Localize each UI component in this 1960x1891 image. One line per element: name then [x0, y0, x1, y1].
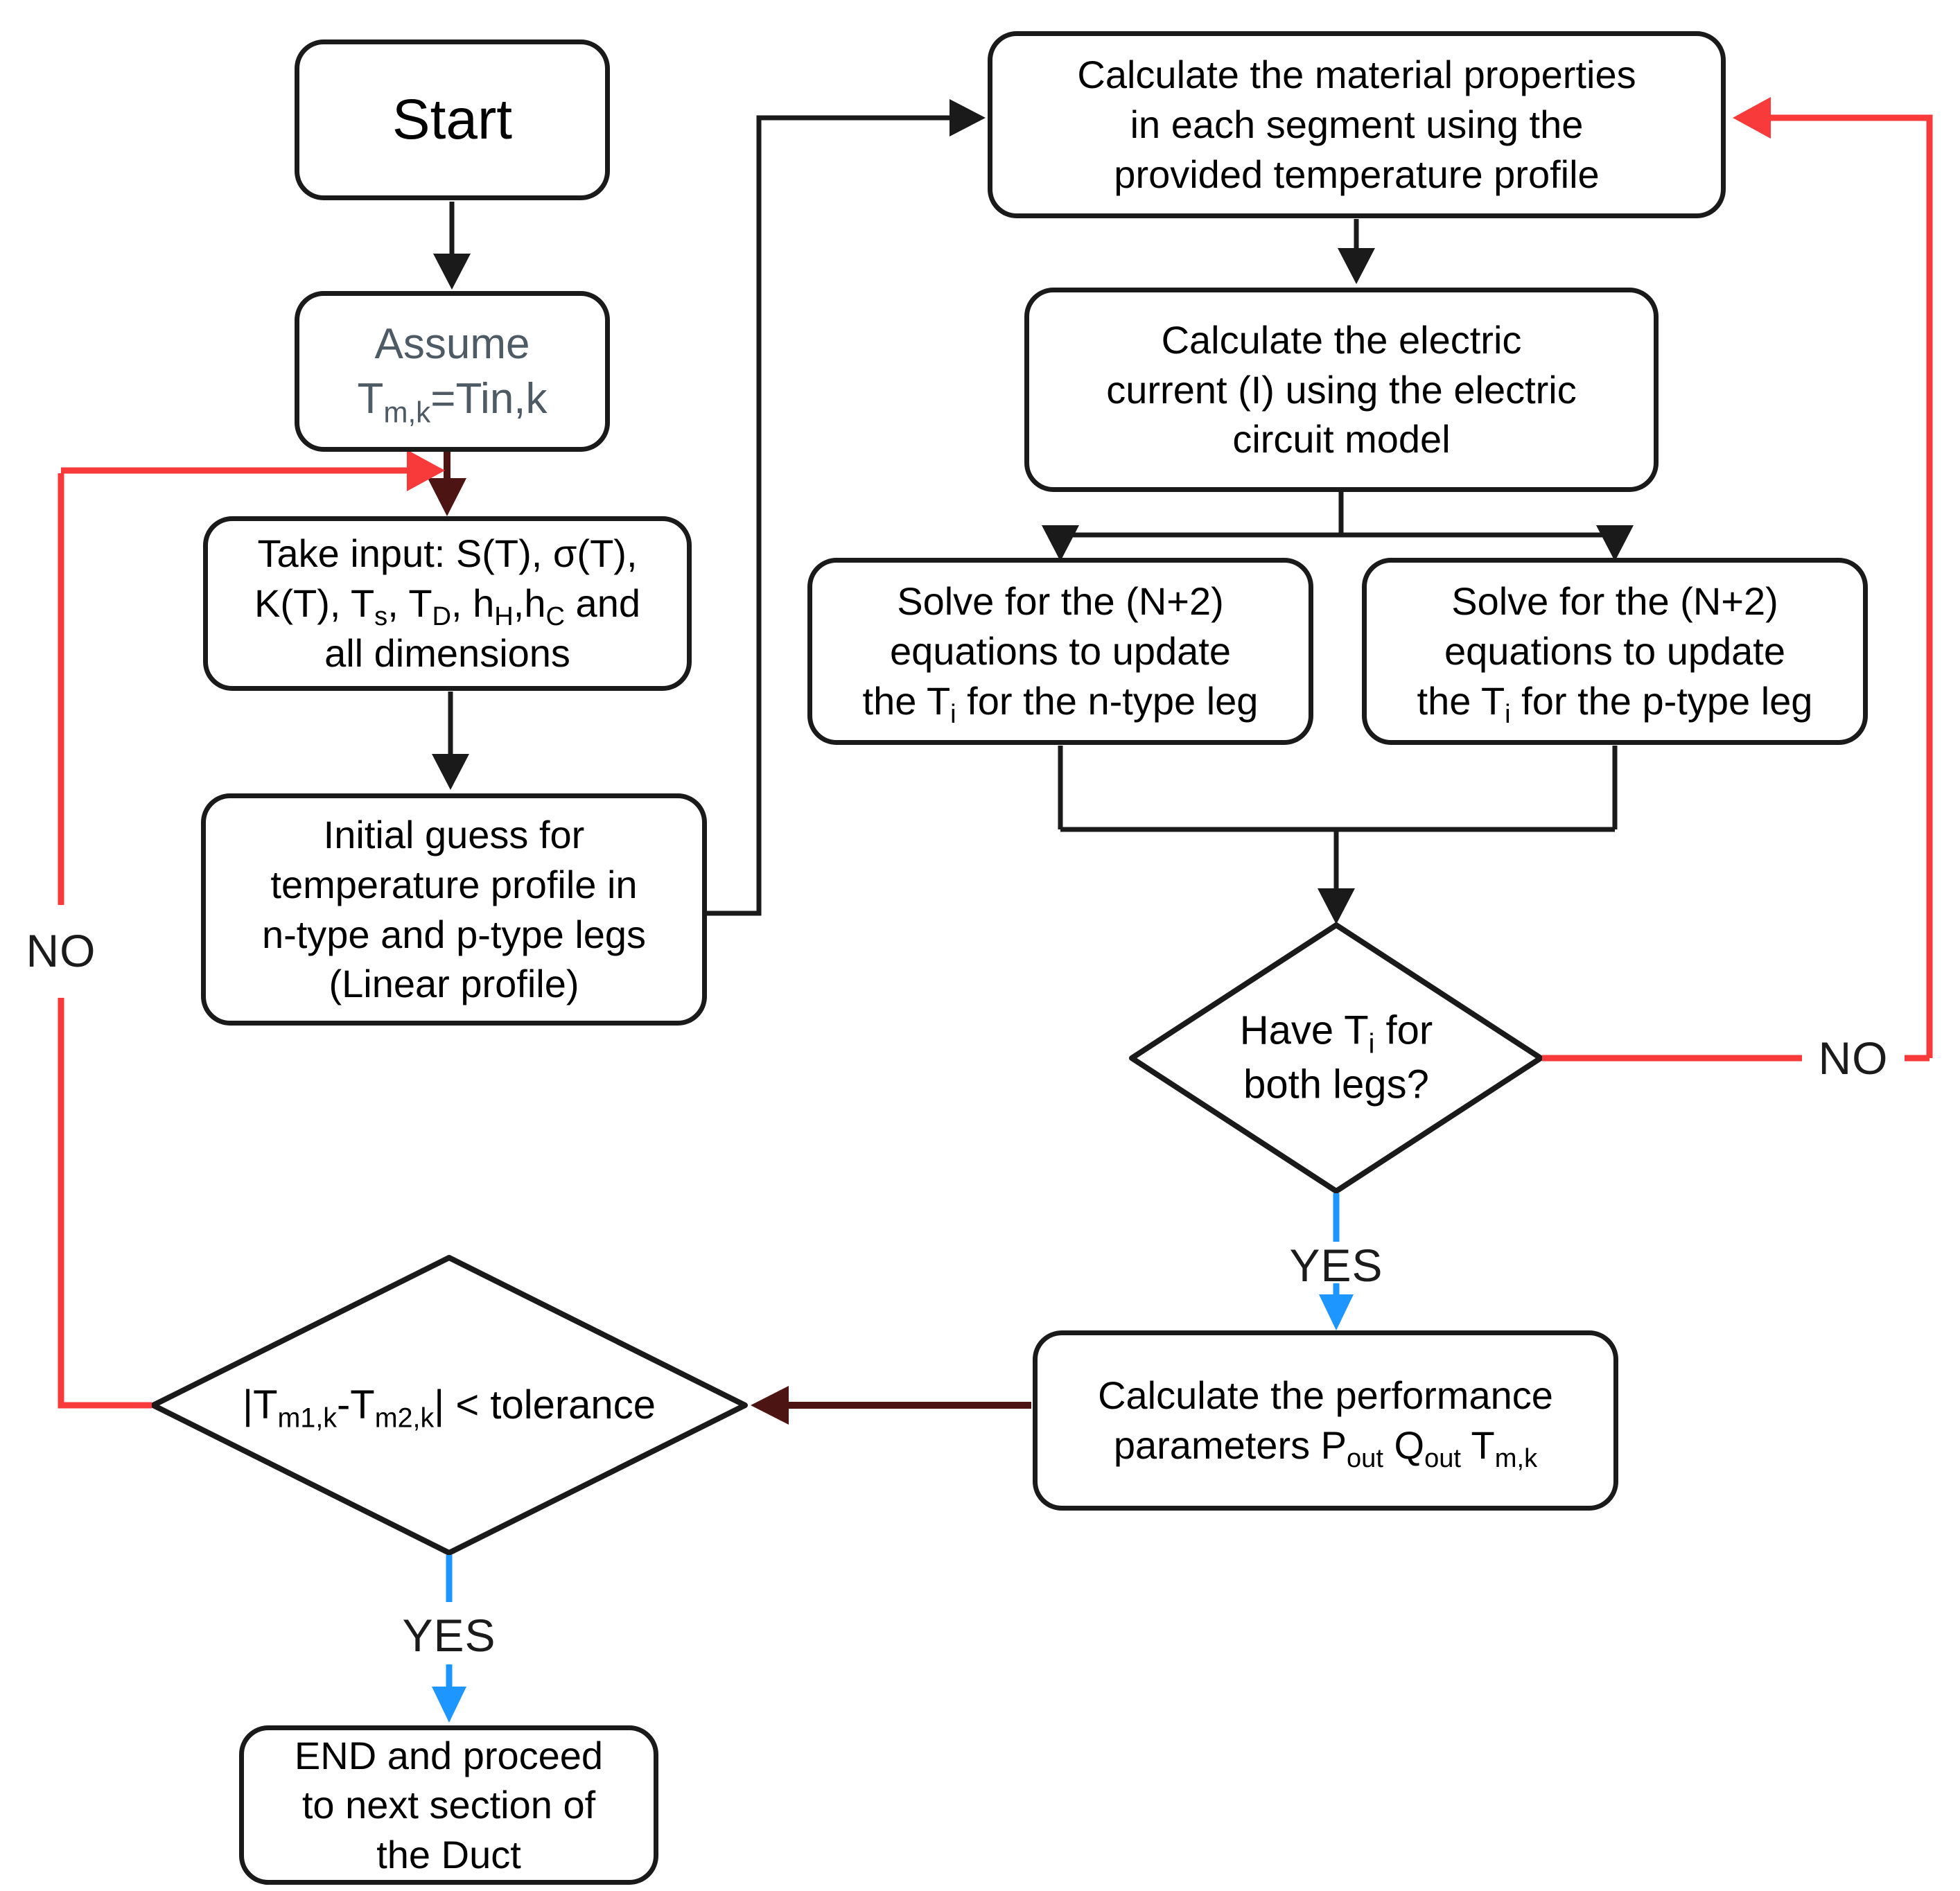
yes-label-left: YES — [402, 1610, 496, 1661]
assume-node-label: Assume $T_{m,k}=Tin,k$ — [357, 319, 548, 429]
edge-start-to-assume — [433, 202, 471, 290]
material-properties-node-label: Calculate the material properties in each segment using the provided temperature profile — [1077, 53, 1636, 196]
end-node-label: END and proceed to next section of the Duct — [294, 1733, 604, 1876]
solve-p-type-node — [1362, 558, 1868, 745]
start-node — [295, 39, 610, 200]
material-properties-node — [988, 31, 1726, 218]
assume-node — [295, 291, 610, 452]
yes-label-right: YES — [1289, 1240, 1383, 1291]
tolerance-diamond-label: $|T_{m1,k}-T_{m2,k}|$ < tolerance — [243, 1382, 656, 1434]
end-node — [239, 1725, 658, 1885]
edge-initialguess-to-material — [707, 99, 986, 913]
no-label-left: NO — [26, 925, 96, 976]
no-label-right: NO — [1818, 1032, 1889, 1084]
edge-assume-to-takeinput — [428, 452, 466, 516]
edge-solvers-merge-to-haveti — [1060, 746, 1615, 924]
initial-guess-node — [201, 793, 707, 1026]
solve-n-type-node — [807, 558, 1313, 745]
electric-current-node — [1024, 288, 1659, 492]
performance-node-label: Calculate the performance parameters $P_{out}$ $Q_{out}$ $T_{m,k}$ — [1098, 1373, 1553, 1474]
solve-n-type-node-label: Solve for the (N+2) equations to update the $T_i$ for the n-type leg — [862, 579, 1259, 730]
edge-takeinput-to-initialguess — [432, 692, 469, 790]
edge-electric-split-to-solvers — [1042, 491, 1634, 561]
start-node-label: Start — [392, 87, 513, 151]
edge-performance-to-tolerance — [751, 1386, 1031, 1425]
performance-node — [1033, 1330, 1618, 1511]
take-input-node — [203, 516, 692, 691]
have-ti-diamond-label: Have $T_i$ for both legs? — [1239, 1008, 1433, 1107]
electric-current-node-label: Calculate the electric current (I) using the electric circuit model — [1106, 317, 1577, 461]
solve-p-type-node-label: Solve for the (N+2) equations to update the $T_i$ for the p-type leg — [1417, 579, 1813, 730]
edge-material-to-electric — [1338, 219, 1375, 284]
initial-guess-node-label: Initial guess for temperature profile in n-type and p-type legs (Linear profile) — [261, 813, 647, 1006]
take-input-node-label: Take input: S(T), σ(T), K(T), $T_s$, $T_D$, $h_H,h_C$ and all dimensions — [254, 531, 640, 675]
